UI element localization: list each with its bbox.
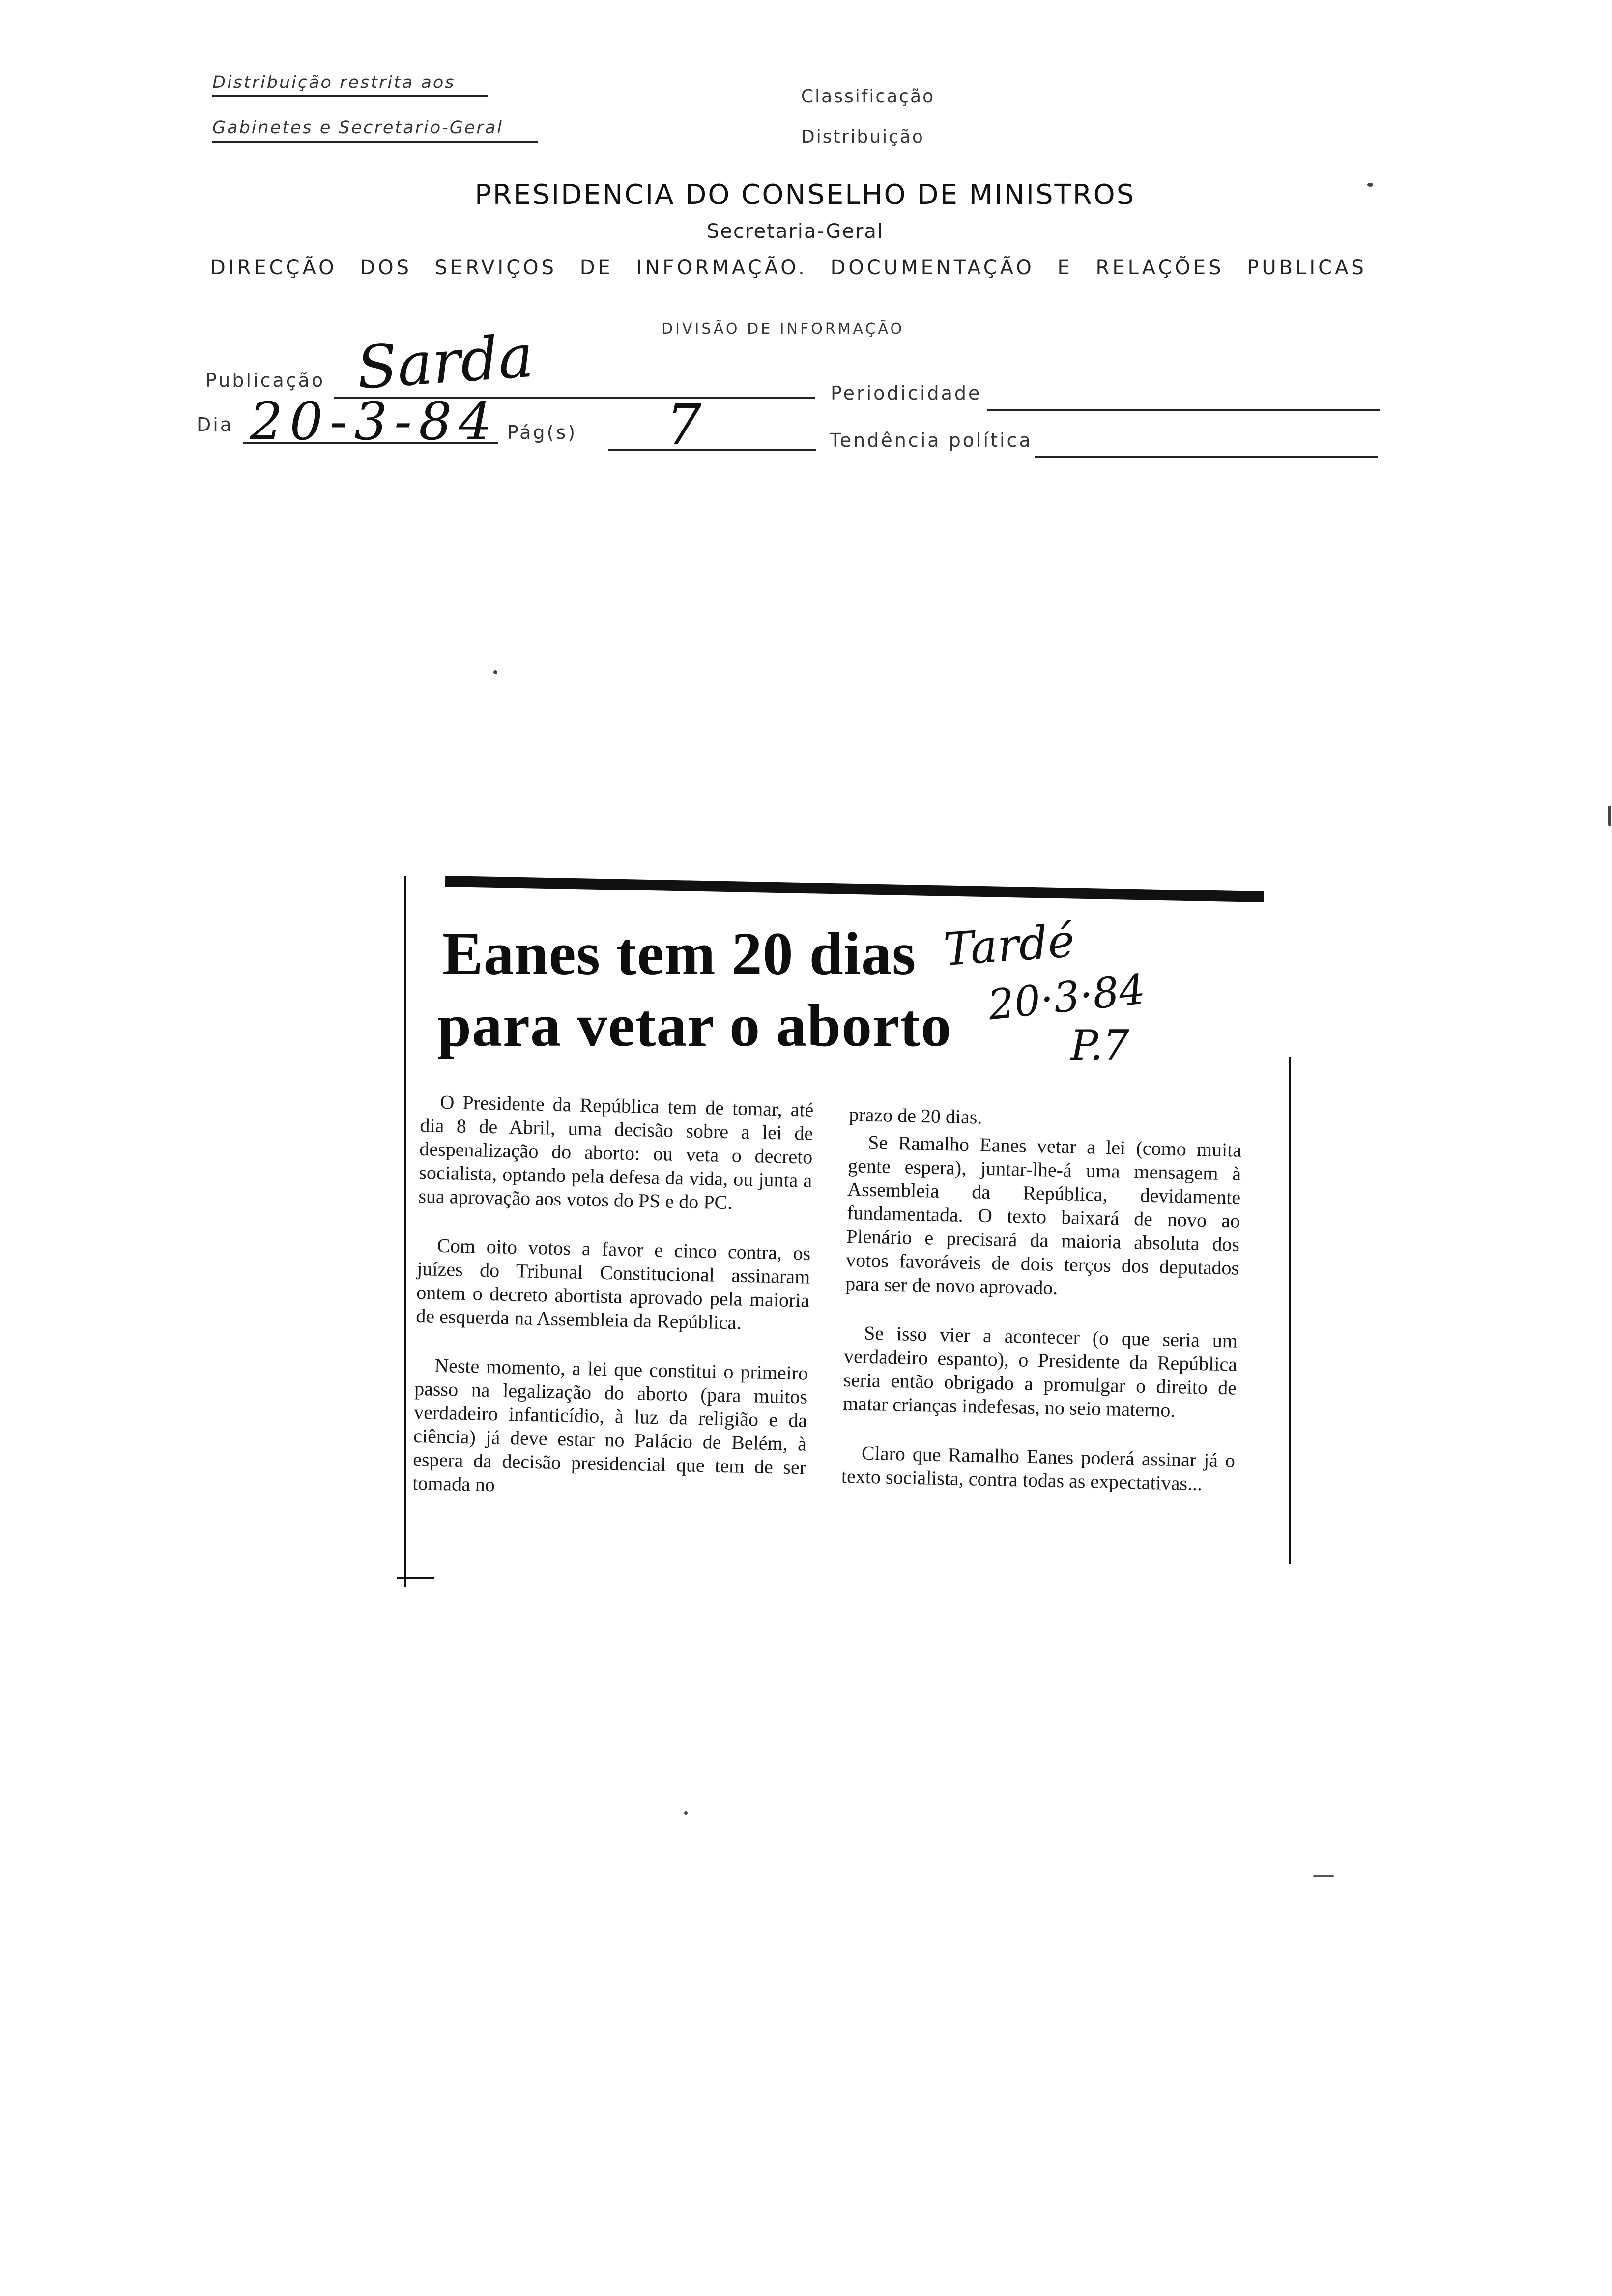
- ink-speck: [1608, 806, 1611, 826]
- periodicity-label: Periodicidade: [831, 382, 982, 404]
- day-handwritten: 20-3-84: [250, 391, 499, 452]
- clipping-corner-mark: [397, 1577, 434, 1579]
- annotation-date: 20·3·84: [985, 965, 1148, 1030]
- headline-rule: [445, 876, 1264, 902]
- political-tendency-line: [1035, 456, 1378, 458]
- division-line: DIVISÃO DE INFORMAÇÃO: [662, 320, 905, 338]
- clipping-right-border: [1289, 1057, 1291, 1564]
- article-paragraph: Neste momento, a lei que constitui o primeiro passo na legalização do aborto (para muitos verdadeiro infanticídio, à luz da religião e da ciência) já deve estar no Palácio de Belém, à espera da decisão presidencial que tem de ser tomada no: [412, 1354, 808, 1496]
- distribution-note-line2: Gabinetes e Secretario-Geral: [212, 118, 538, 143]
- article-column-1: [412, 1090, 814, 1529]
- ink-speck: [1313, 1875, 1334, 1877]
- clipping-left-border: [404, 876, 406, 1587]
- classification-label: Classificação: [801, 86, 935, 107]
- day-label: Dia: [197, 414, 234, 435]
- periodicity-line: [987, 409, 1380, 411]
- secretariat-subtitle: Secretaria-Geral: [707, 220, 884, 243]
- distribution-label: Distribuição: [801, 127, 924, 147]
- article-paragraph: Se isso vier a acontecer (o que seria um verdadeiro espanto), o Presidente da República seria então obrigado a promulgar o direito de matar crianças indefesas, no seio materno.: [842, 1321, 1238, 1422]
- article-paragraph: Claro que Ramalho Eanes poderá assinar já o texto socialista, contra todas as expectativas...: [841, 1441, 1236, 1495]
- political-tendency-label: Tendência política: [830, 430, 1033, 451]
- publication-label: Publicação: [205, 370, 325, 391]
- headline-line2: para vetar o aborto: [437, 992, 952, 1059]
- article-paragraph: O Presidente da República tem de tomar, até dia 8 de Abril, uma decisão sobre a lei de despenalização do aborto: ou veta o decreto socialista, optando pela defesa da vida, ou junta a sua aprovação aos votos do PS e do PC.: [418, 1091, 814, 1214]
- page-title: PRESIDENCIA DO CONSELHO DE MINISTROS: [475, 179, 1136, 211]
- article-paragraph: Com oito votos a favor e cinco contra, os juízes do Tribunal Constitucional assinaram ontem o decreto abortista aprovado pela maioria de esquerda na Assembleia da República.: [415, 1234, 811, 1334]
- article-paragraph: prazo de 20 dias.: [849, 1103, 982, 1128]
- annotation-page: P.7: [1070, 1021, 1129, 1069]
- pages-label: Pág(s): [507, 422, 577, 443]
- pages-line: [608, 449, 816, 451]
- ink-speck: [684, 1811, 688, 1815]
- pages-handwritten: 7: [666, 393, 702, 457]
- distribution-note-line1: Distribuição restrita aos: [212, 73, 488, 97]
- ink-speck: [1367, 183, 1373, 187]
- article-paragraph: Se Ramalho Eanes vetar a lei (como muita gente espera), juntar-lhe-á uma mensagem à Assembleia da República, devidamente fundamentada. O texto baixará de novo ao Plenário e precisará da maioria absoluta dos votos favoráveis de dois terços dos deputados para ser de novo aprovado.: [845, 1131, 1242, 1299]
- directorate-line: DIRECÇÃO DOS SERVIÇOS DE INFORMAÇÃO. DOCUMENTAÇÃO E RELAÇÕES PUBLICAS: [210, 257, 1367, 279]
- article-column-2: [840, 1103, 1242, 1522]
- annotation-publication: Tardé: [942, 914, 1076, 976]
- publication-handwritten: Sarda: [354, 322, 536, 403]
- ink-speck: [493, 670, 497, 674]
- headline-line1: Eanes tem 20 dias: [442, 920, 917, 987]
